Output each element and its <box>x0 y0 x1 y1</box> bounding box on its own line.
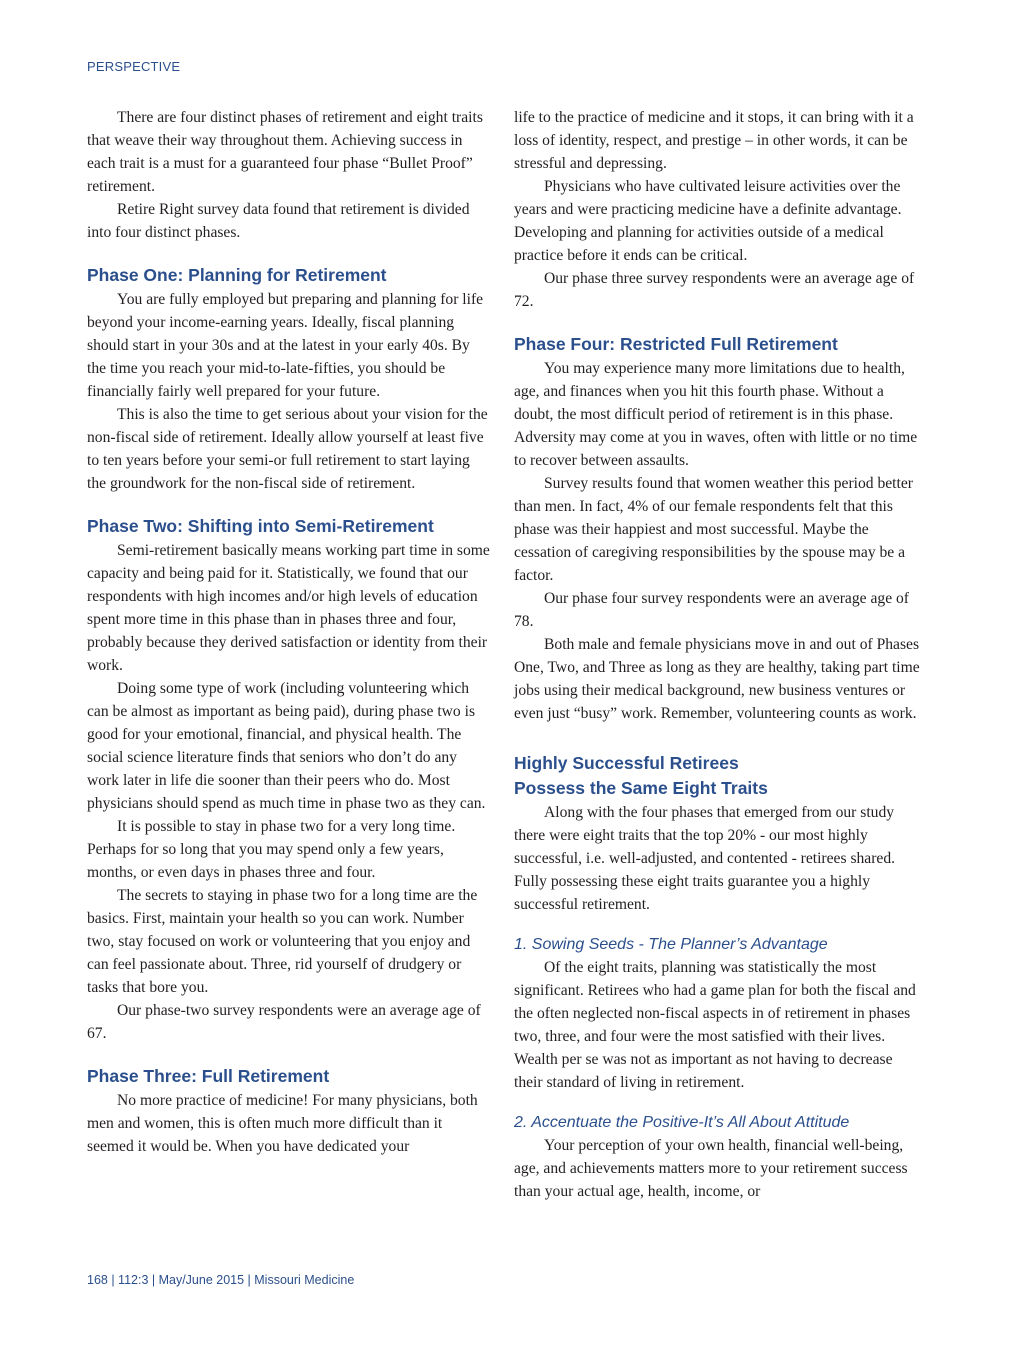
heading-trait-two: 2. Accentuate the Positive-It’s All About Attitude <box>514 1114 850 1131</box>
paragraph: There are four distinct phases of retirement and eight traits that weave their way throughout them. Achieving success in each trait is a must for a guaranteed four phase “Bullet Proof” retirement. <box>87 109 483 195</box>
paragraph: Our phase three survey respondents were an average age of 72. <box>514 270 915 310</box>
heading-phase-two: Phase Two: Shifting into Semi-Retirement <box>87 516 434 536</box>
section-label: PERSPECTIVE <box>87 59 181 74</box>
paragraph: Both male and female physicians move in and out of Phases One, Two, and Three as long as they are healthy, taking part time jobs using their medical background, new business ventures or even just “busy” work. Remember, volunteering counts as work. <box>514 636 920 722</box>
paragraph: Semi-retirement basically means working part time in some capacity and being paid for it. Statistically, we found that our respondents with high incomes and/or high levels of education spent more time in this phase than in phases three and four, probably because they derived satisfaction or identity from their work. <box>87 542 490 674</box>
paragraph: Our phase-two survey respondents were an average age of 67. <box>87 1002 481 1042</box>
paragraph: No more practice of medicine! For many physicians, both men and women, this is often much more difficult than it seemed it would be. When you have dedicated your <box>87 1092 478 1155</box>
paragraph: Doing some type of work (including volunteering which can be almost as important as being paid), during phase two is good for your emotional, financial, and physical health. The social science literature finds that seniors who don’t do any work later in life die sooner than their peers who do. Most physicians should spend as much time in phase two as they can. <box>87 680 486 812</box>
paragraph: Physicians who have cultivated leisure activities over the years and were practicing medicine have a definite advantage. Developing and planning for activities outside of a medical practice before it ends can be critical. <box>514 178 902 264</box>
heading-phase-one: Phase One: Planning for Retirement <box>87 265 387 285</box>
heading-line: Possess the Same Eight Traits <box>514 778 768 798</box>
right-column <box>514 106 924 1203</box>
paragraph: Survey results found that women weather this period better than men. In fact, 4% of our female respondents felt that this phase was their happiest and most successful. Maybe the cessation of caregiving responsibilities by the spouse may be a factor. <box>514 475 913 584</box>
paragraph: You are fully employed but preparing and planning for life beyond your income-earning years. Ideally, fiscal planning should start in your 30s and at the latest in your early 40s. By the time you reach your mid-to-late-fifties, you should be financially fairly well prepared for your future. <box>87 291 484 400</box>
left-column <box>87 106 492 1158</box>
heading-eight-traits <box>514 751 924 801</box>
paragraph: life to the practice of medicine and it stops, it can bring with it a loss of identity, respect, and prestige – in other words, it can be stressful and depressing. <box>514 109 914 172</box>
paragraph: Along with the four phases that emerged from our study there were eight traits that the top 20% - our most highly successful, i.e. well-adjusted, and contented - retirees shared. Fully possessing these eight traits guarantee you a highly successful retirement. <box>514 804 896 913</box>
paragraph: You may experience many more limitations due to health, age, and finances when you hit this fourth phase. Without a doubt, the most difficult period of retirement is in this phase. Adversity may come at you in waves, often with little or no time to recover between assaults. <box>514 360 918 469</box>
paragraph: It is possible to stay in phase two for a very long time. Perhaps for so long that you may spend only a few years, months, or even days in phases three and four. <box>87 818 456 881</box>
heading-phase-three: Phase Three: Full Retirement <box>87 1066 330 1086</box>
paragraph: Retire Right survey data found that retirement is divided into four distinct phases. <box>87 201 470 241</box>
heading-trait-one: 1. Sowing Seeds - The Planner’s Advantage <box>514 936 828 953</box>
paragraph: Of the eight traits, planning was statistically the most significant. Retirees who had a game plan for both the fiscal and the often neglected non-fiscal aspects in of retirement in phases two, three, and four were the most satisfied with their lives. Wealth per se was not as important as not having to decrease their standard of living in retirement. <box>514 959 916 1091</box>
heading-line: Highly Successful Retirees <box>514 753 739 773</box>
paragraph: Your perception of your own health, financial well-being, age, and achievements matters more to your retirement success than your actual age, health, income, or <box>514 1137 908 1200</box>
paragraph: This is also the time to get serious about your vision for the non-fiscal side of retirement. Ideally allow yourself at least five to ten years before your semi-or full retirement to start laying the groundwork for the non-fiscal side of retirement. <box>87 406 488 492</box>
paragraph: The secrets to staying in phase two for a long time are the basics. First, maintain your health so you can work. Number two, stay focused on work or volunteering that you enjoy and can feel passionate about. Three, rid yourself of drudgery or tasks that bore you. <box>87 887 478 996</box>
paragraph: Our phase four survey respondents were an average age of 78. <box>514 590 909 630</box>
heading-phase-four: Phase Four: Restricted Full Retirement <box>514 334 838 354</box>
page-footer: 168 | 112:3 | May/June 2015 | Missouri Medicine <box>87 1273 355 1287</box>
